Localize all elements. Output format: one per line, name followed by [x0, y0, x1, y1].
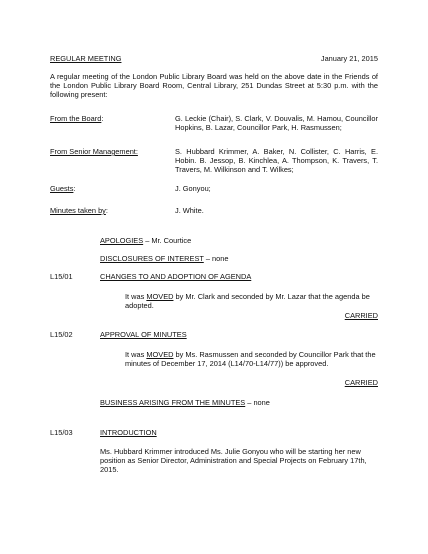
item-number-l1502: L15/02	[50, 330, 73, 339]
item-heading-agenda: CHANGES TO AND ADOPTION OF AGENDA	[100, 272, 252, 281]
disclosures-line: DISCLOSURES OF INTEREST – none	[100, 254, 229, 263]
guests-label: Guests:	[50, 184, 76, 193]
carried-minutes: CARRIED	[344, 378, 378, 387]
carried-agenda: CARRIED	[344, 311, 378, 320]
item-heading-minutes: APPROVAL OF MINUTES	[100, 330, 187, 339]
motion-agenda: It was MOVED by Mr. Clark and seconded by Mr. Lazar that the agenda be adopted.	[125, 292, 370, 311]
motion-minutes: It was MOVED by Ms. Rasmussen and seconded by Councillor Park that the minutes of December 17, 2014 (L14/70-L14/77)) be approved.	[125, 350, 376, 369]
board-members: G. Leckie (Chair), S. Clark, V. Douvalis, M. Hamou, Councillor Hopkins, B. Lazar, Councillor Park, H. Rasmussen;	[175, 114, 378, 133]
guests-value: J. Gonyou;	[175, 184, 211, 193]
item-number-l1501: L15/01	[50, 272, 73, 281]
intro-paragraph: A regular meeting of the London Public Library Board was held on the above date in the Friends of the London Public Library Board Room, Central Library, 251 Dundas Street at 5:30 p.m. with the following present:	[50, 72, 378, 100]
meeting-title: REGULAR MEETING	[50, 54, 122, 63]
minutes-taken-value: J. White.	[175, 206, 204, 215]
introduction-paragraph: Ms. Hubbard Krimmer introduced Ms. Julie Gonyou who will be starting her new position as Senior Director, Administration and Special Projects on February 17th, 2015.	[100, 447, 367, 475]
item-heading-introduction: INTRODUCTION	[100, 428, 157, 437]
management-label: From Senior Management:	[50, 147, 138, 156]
apologies-line: APOLOGIES – Mr. Courtice	[100, 236, 192, 245]
business-arising-line: BUSINESS ARISING FROM THE MINUTES – none	[100, 398, 270, 407]
board-label: From the Board:	[50, 114, 104, 123]
item-number-l1503: L15/03	[50, 428, 73, 437]
minutes-taken-label: Minutes taken by:	[50, 206, 108, 215]
management-members: S. Hubbard Krimmer, A. Baker, N. Collister, C. Harris, E. Hobin. B. Jessop, B. Kinchlea, A. Thompson, K. Travers, T. Travers, M. Wilkinson and T. Wilkes;	[175, 147, 378, 175]
meeting-date: January 21, 2015	[320, 54, 378, 63]
